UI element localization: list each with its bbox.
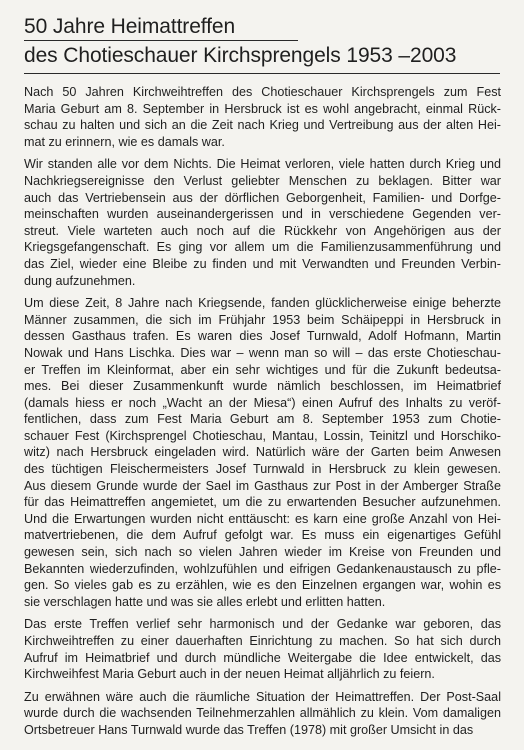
text-line: Kirchweihtreffen zu einer dauerhaften Einrichtung zu machen. So hat sich durch: [24, 634, 501, 648]
text-line: Maria Geburt am 8. September in Hersbruck ist es wohl angebracht, einmal Rück-: [24, 101, 501, 116]
text-line: auch das Vertriebensein aus der dörflichen Geborgenheit, Familien- und Dorfge-: [24, 190, 501, 205]
text-line: Bekannten wiederzufinden, wohlzufühlen und eifrigen Gedankenaustausch zu pfle-: [24, 561, 501, 576]
paragraph: [24, 689, 501, 739]
text-line: Nach 50 Jahren Kirchweihtreffen des Chotieschauer Kirchsprengels zum Fest: [24, 85, 501, 99]
paragraph: [24, 295, 501, 610]
text-line: Um diese Zeit, 8 Jahre nach Kriegsende, fanden glücklicherweise einige beherzte: [24, 296, 501, 311]
title-underline-2: [24, 73, 500, 74]
text-line: Nachkriegsereignisse den Verlust geliebter Menschen zu beklagen. Bitter war: [24, 173, 501, 188]
text-line: Und die Erwartungen wurden nicht enttäuscht: es karn eine große Anzahl von Hei-: [24, 511, 501, 526]
title-line-2: des Chotieschauer Kirchsprengels 1953 –2003: [24, 44, 457, 67]
text-line: Aufruf im Heimatbrief und durch mündliche Weitergabe die Idee entwickelt, das: [24, 650, 501, 665]
text-line: streut. Viele warteten auch noch auf die Rückkehr von Angehörigen aus der: [24, 223, 501, 238]
article-body: [24, 84, 501, 745]
text-line: schauer Fest (Kirchsprengel Chotieschau, Mantau, Lossin, Teinitzl und Horschiko-: [24, 428, 501, 443]
paragraph: [24, 616, 501, 682]
text-line: gewesen sein, sich nach so vielen Jahren wieder im Kreise von Freunden und: [24, 545, 501, 560]
paragraph: [24, 156, 501, 289]
text-line: gen. So vieles gab es zu erzählen, wie es den Einzelnen ergangen war, wohin es: [24, 578, 501, 593]
article-title: [24, 12, 504, 74]
text-line: (damals hiess er noch „Wacht an der Miesa“) einen Aufruf des Inhalts zu veröf-: [24, 395, 501, 410]
text-line: Kriegsgefangenschaft. Es ging vor allem um die Familienzusammenführung und: [24, 240, 501, 255]
text-line: er Treffen im Kleinformat, aber ein sehr wichtiges und für die Zukunft bedeutsa-: [24, 362, 501, 377]
text-line: fentlichen, dass zum Fest Maria Geburt am 8. September 1953 zum Chotie-: [24, 412, 501, 427]
text-line: des tüchtigen Fleischermeisters Josef Turnwald in Hersbruck zu klein gewesen.: [24, 462, 501, 477]
text-line: schau zu halten und sich an die Zeit nach Krieg und Vertreibung aus der alten Hei-: [24, 118, 501, 133]
text-line: wurde durch die wachsenden Teilnehmerzahlen allmählich zu klein. Vom damaligen: [24, 706, 501, 721]
text-line: für das Heimattreffen angemietet, um die zu erwartenden Besucher aufzunehmen.: [24, 495, 501, 510]
text-line: Ortsbetreuer Hans Turnwald wurde das Treffen (1978) mit großer Umsicht in das: [24, 722, 474, 737]
paragraph: [24, 84, 501, 150]
text-line: witz) nach Hersbruck eingeladen wird. Natürlich wäre der Garten beim Anwesen: [24, 445, 501, 460]
text-line: Nowak und Hans Lischka. Dies war – wenn man so will – das erste Chotieschau-: [24, 345, 501, 360]
text-line: Aus diesem Grunde wurde der Sael im Gasthaus zur Post in der Amberger Straße: [24, 478, 501, 493]
text-line: dessen Gasthaus trafen. Es waren dies Josef Turnwald, Adolf Hofmann, Martin: [24, 329, 501, 344]
text-line: Wir standen alle vor dem Nichts. Die Heimat verloren, viele hatten durch Krieg und: [24, 157, 501, 172]
text-line: mat zu erinnern, wie es damals war.: [24, 134, 225, 149]
text-line: Kirchweihfest Maria Geburt auch in der neuen Heimat alljährlich zu feiern.: [24, 667, 435, 682]
text-line: Das erste Treffen verlief sehr harmonisch und der Gedanke war geboren, das: [24, 617, 501, 632]
text-line: mes. Bei dieser Zusammenkunft wurde nämlich beschlossen, im Heimatbrief: [24, 379, 501, 394]
text-line: dung aufzunehmen.: [24, 273, 136, 288]
text-line: Männer zusammen, die sich im Frühjahr 1953 beim Schäipeppi in Hersbruck in: [24, 312, 501, 327]
title-line-1: 50 Jahre Heimattreffen: [24, 15, 236, 38]
text-line: Zu erwähnen wäre auch die räumliche Situation der Heimattreffen. Der Post-Saal: [24, 689, 501, 704]
text-line: das Ziel, wieder eine Bleibe zu finden und mit Verwandten und Freunden Verbin-: [24, 256, 501, 271]
text-line: sie verschlagen hatte und was sie alles erlebt und erlitten hatten.: [24, 594, 386, 609]
text-line: matvertriebenen, die dem Aufruf gefolgt war. Es muss ein eigenartiges Gefühl: [24, 528, 501, 543]
text-line: meinschaften wurden auseinandergerissen und in verschiedene Gegenden ver-: [24, 207, 501, 222]
